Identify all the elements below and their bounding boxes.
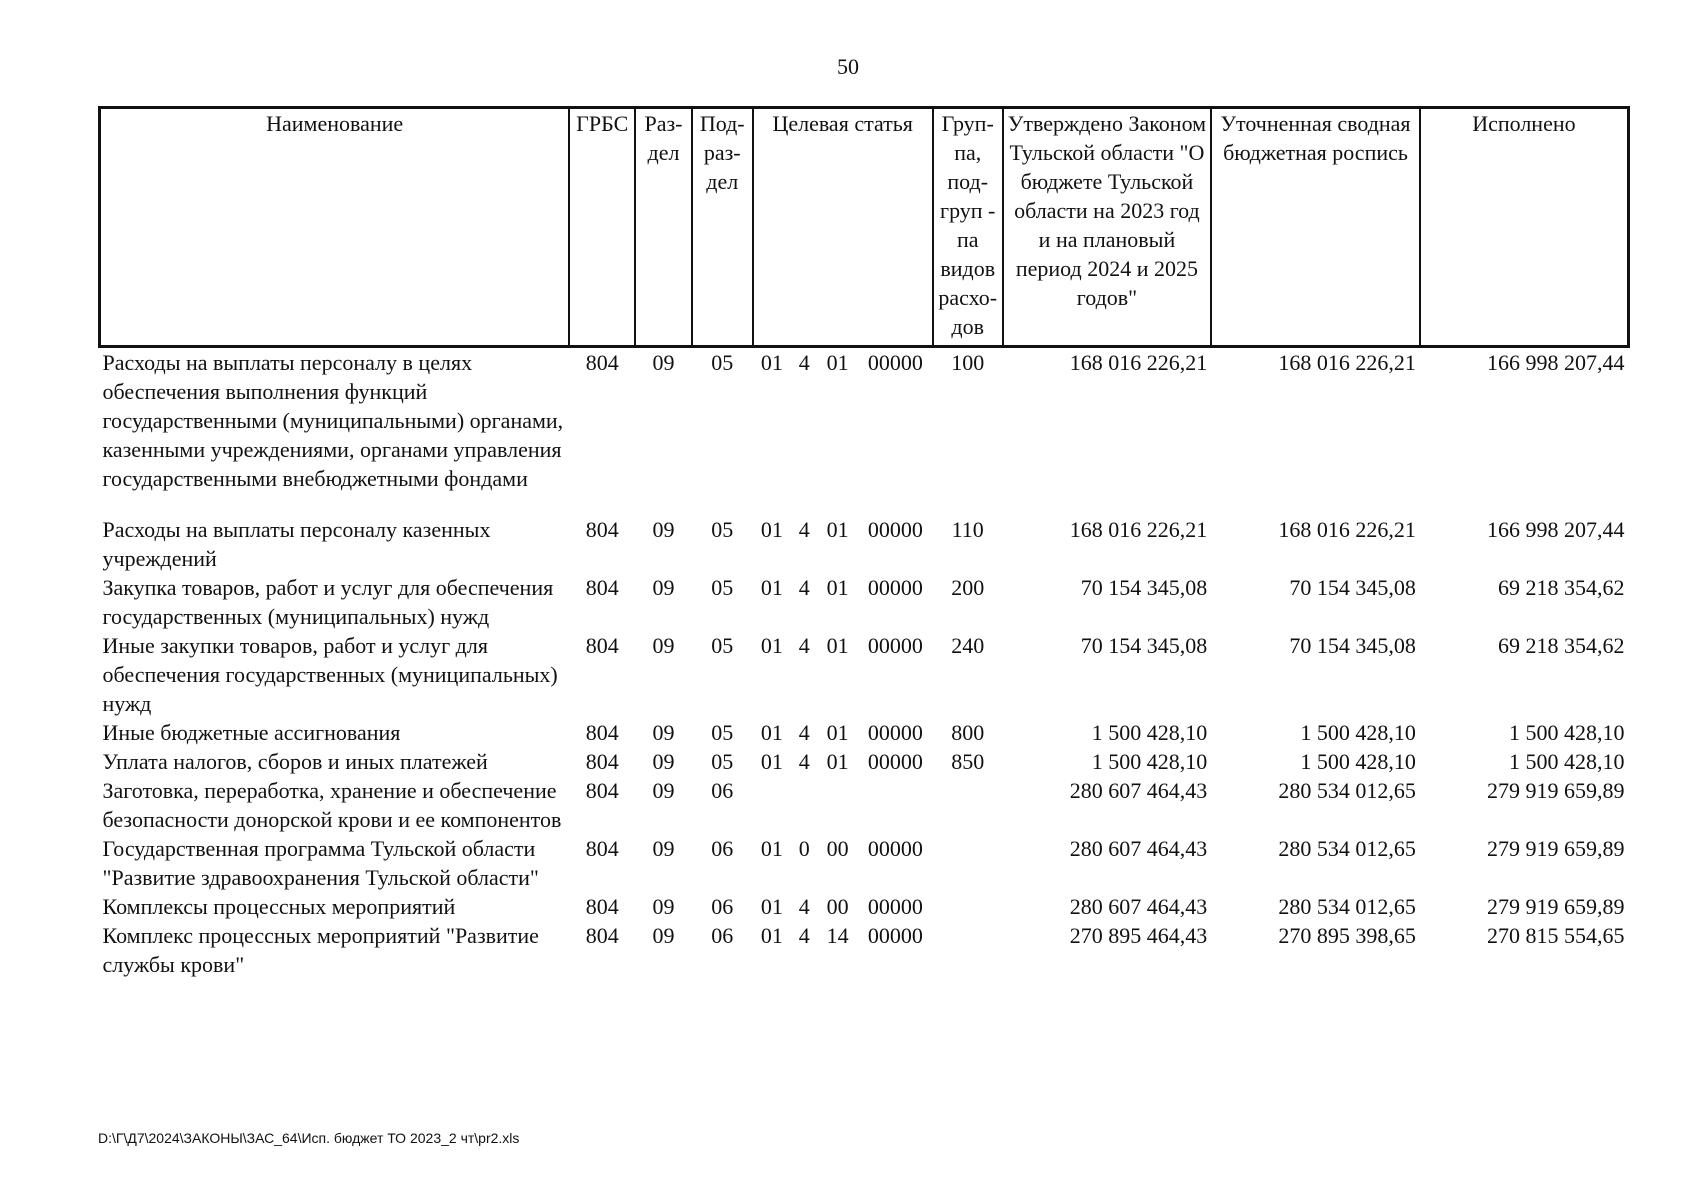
cell-group xyxy=(933,776,1003,834)
cell-razdel: 09 xyxy=(652,923,675,948)
cell-cs1: 01 xyxy=(760,894,783,919)
cell-name: Заготовка, переработка, хранение и обеспечение безопасности донорской крови и ее компонентов xyxy=(102,778,562,832)
cell-podrazdel: 06 xyxy=(711,836,734,861)
cell-cs3: 00 xyxy=(826,894,849,919)
cell-cs2: 4 xyxy=(798,517,810,542)
cell-cs4: 00000 xyxy=(867,517,923,542)
cell-name: Закупка товаров, работ и услуг для обеспечения государственных (муниципальных) нужд xyxy=(102,575,554,629)
header-razdel: Раз-дел xyxy=(635,108,692,347)
cell-podrazdel: 05 xyxy=(711,575,734,600)
cell-group: 110 xyxy=(951,517,984,542)
cell-executed: 166 998 207,44 xyxy=(1487,517,1625,542)
cell-group xyxy=(933,834,1003,892)
cell-executed: 270 815 554,65 xyxy=(1487,923,1625,948)
cell-approved: 70 154 345,08 xyxy=(1080,575,1208,600)
cell-podrazdel: 05 xyxy=(711,517,734,542)
cell-executed: 166 998 207,44 xyxy=(1487,350,1625,375)
cell-cs1: 01 xyxy=(760,633,783,658)
cell-podrazdel: 05 xyxy=(711,749,734,774)
cell-approved: 1 500 428,10 xyxy=(1091,720,1208,745)
cell-cs1: 01 xyxy=(760,350,783,375)
cell-executed: 279 919 659,89 xyxy=(1487,836,1625,861)
cell-executed: 69 218 354,62 xyxy=(1498,633,1625,658)
cell-grbs: 804 xyxy=(585,575,619,600)
cell-approved: 280 607 464,43 xyxy=(1069,836,1208,861)
cell-cs4: 00000 xyxy=(867,575,923,600)
cell-approved: 70 154 345,08 xyxy=(1080,633,1208,658)
cell-cs2: 0 xyxy=(798,836,810,861)
cell-cs4: 00000 xyxy=(867,633,923,658)
header-refined: Уточненная сводная бюджетная роспись xyxy=(1211,108,1420,347)
cell-cs2: 4 xyxy=(798,923,810,948)
cell-razdel: 09 xyxy=(652,778,675,803)
cell-cs2: 4 xyxy=(798,633,810,658)
cell-razdel: 09 xyxy=(652,894,675,919)
page-number: 50 xyxy=(837,54,859,79)
cell-podrazdel: 05 xyxy=(711,350,734,375)
table-body xyxy=(100,347,1629,980)
table-row xyxy=(100,347,1629,494)
cell-cs4: 00000 xyxy=(867,923,923,948)
cell-cs2: 4 xyxy=(798,720,810,745)
table-row xyxy=(100,515,1629,573)
cell-cs2: 4 xyxy=(798,575,810,600)
cell-podrazdel: 06 xyxy=(711,923,734,948)
cell-podrazdel: 05 xyxy=(711,633,734,658)
cell-approved: 168 016 226,21 xyxy=(1069,350,1208,375)
cell-refined: 70 154 345,08 xyxy=(1289,575,1416,600)
cell-cs4 xyxy=(858,776,933,834)
cell-cs1 xyxy=(753,776,791,834)
cell-name: Расходы на выплаты персоналу казенных учреждений xyxy=(102,517,491,571)
cell-name: Комплекс процессных мероприятий "Развитие службы крови" xyxy=(102,923,539,977)
cell-approved: 280 607 464,43 xyxy=(1069,778,1208,803)
cell-refined: 1 500 428,10 xyxy=(1300,749,1416,774)
cell-grbs: 804 xyxy=(585,350,619,375)
row-spacer xyxy=(100,493,1629,515)
header-executed: Исполнено xyxy=(1420,108,1629,347)
cell-group: 100 xyxy=(951,350,985,375)
cell-name: Иные закупки товаров, работ и услуг для обеспечения государственных (муниципальных) нужд xyxy=(102,633,558,716)
cell-refined: 270 895 398,65 xyxy=(1278,923,1416,948)
cell-approved: 270 895 464,43 xyxy=(1069,923,1208,948)
cell-cs1: 01 xyxy=(760,836,783,861)
cell-cs3: 01 xyxy=(826,575,849,600)
cell-group xyxy=(933,892,1003,921)
cell-name: Государственная программа Тульской области "Развитие здравоохранения Тульской области" xyxy=(102,836,539,890)
header-podrazdel: Под-раз-дел xyxy=(692,108,753,347)
header-grbs: ГРБС xyxy=(569,108,635,347)
table-row xyxy=(100,718,1629,747)
cell-grbs: 804 xyxy=(585,836,619,861)
cell-executed: 279 919 659,89 xyxy=(1487,894,1625,919)
cell-razdel: 09 xyxy=(652,749,675,774)
cell-refined: 168 016 226,21 xyxy=(1278,517,1416,542)
cell-cs2: 4 xyxy=(798,894,810,919)
cell-cs1: 01 xyxy=(760,517,783,542)
cell-refined: 168 016 226,21 xyxy=(1278,350,1416,375)
cell-cs4: 00000 xyxy=(867,749,923,774)
cell-cs2: 4 xyxy=(798,749,810,774)
header-name: Наименование xyxy=(100,108,570,347)
cell-podrazdel: 05 xyxy=(711,720,734,745)
cell-razdel: 09 xyxy=(652,575,675,600)
cell-group xyxy=(933,921,1003,979)
cell-cs3: 01 xyxy=(826,720,849,745)
cell-razdel: 09 xyxy=(652,350,675,375)
cell-cs2: 4 xyxy=(798,350,810,375)
cell-approved: 280 607 464,43 xyxy=(1069,894,1208,919)
cell-cs4: 00000 xyxy=(867,720,923,745)
cell-cs1: 01 xyxy=(760,749,783,774)
cell-razdel: 09 xyxy=(652,836,675,861)
cell-executed: 1 500 428,10 xyxy=(1509,720,1625,745)
cell-razdel: 09 xyxy=(652,633,675,658)
table-row xyxy=(100,573,1629,631)
cell-executed: 69 218 354,62 xyxy=(1498,575,1625,600)
cell-cs3: 14 xyxy=(826,923,849,948)
header-group: Груп-па, под-груп - па видов расхо-дов xyxy=(933,108,1003,347)
cell-cs4: 00000 xyxy=(867,836,923,861)
cell-cs3: 00 xyxy=(826,836,849,861)
table-row xyxy=(100,776,1629,834)
table-row xyxy=(100,892,1629,921)
cell-grbs: 804 xyxy=(585,923,619,948)
cell-approved: 168 016 226,21 xyxy=(1069,517,1208,542)
table-header-row xyxy=(100,108,1629,347)
cell-cs3: 01 xyxy=(826,633,849,658)
cell-name: Иные бюджетные ассигнования xyxy=(102,720,401,745)
cell-executed: 279 919 659,89 xyxy=(1487,778,1625,803)
cell-podrazdel: 06 xyxy=(711,778,734,803)
cell-cs1: 01 xyxy=(760,720,783,745)
header-target: Целевая статья xyxy=(753,108,933,347)
table-row xyxy=(100,631,1629,718)
cell-cs3: 01 xyxy=(826,517,849,542)
cell-name: Комплексы процессных мероприятий xyxy=(102,894,456,919)
cell-razdel: 09 xyxy=(652,720,675,745)
cell-cs3: 01 xyxy=(826,350,849,375)
cell-grbs: 804 xyxy=(585,633,619,658)
cell-group: 240 xyxy=(951,633,985,658)
cell-cs1: 01 xyxy=(760,575,783,600)
table-row xyxy=(100,834,1629,892)
cell-grbs: 804 xyxy=(585,517,619,542)
cell-cs4: 00000 xyxy=(867,894,923,919)
cell-refined: 280 534 012,65 xyxy=(1278,778,1416,803)
cell-cs1: 01 xyxy=(760,923,783,948)
cell-name: Уплата налогов, сборов и иных платежей xyxy=(102,749,488,774)
cell-cs3: 01 xyxy=(826,749,849,774)
cell-group: 800 xyxy=(951,720,985,745)
cell-refined: 280 534 012,65 xyxy=(1278,836,1416,861)
cell-razdel: 09 xyxy=(652,517,675,542)
cell-cs3 xyxy=(817,776,858,834)
spacer-cell xyxy=(100,493,1629,515)
cell-grbs: 804 xyxy=(585,720,619,745)
cell-executed: 1 500 428,10 xyxy=(1509,749,1625,774)
footer-file-path: D:\Г\Д7\2024\ЗАКОНЫ\ЗАС_64\Исп. бюджет ТО 2023_2 чт\pr2.xls xyxy=(98,1130,520,1146)
cell-name: Расходы на выплаты персоналу в целях обеспечения выполнения функций государственными (муниципальными) органами, казенными учреждениями, органами управления государственными внебюджетными фондами xyxy=(102,350,564,491)
budget-table xyxy=(98,106,1630,979)
cell-grbs: 804 xyxy=(585,778,619,803)
cell-group: 850 xyxy=(951,749,985,774)
cell-cs4: 00000 xyxy=(867,350,923,375)
cell-cs2 xyxy=(791,776,817,834)
cell-refined: 1 500 428,10 xyxy=(1300,720,1416,745)
cell-grbs: 804 xyxy=(585,749,619,774)
cell-podrazdel: 06 xyxy=(711,894,734,919)
cell-refined: 70 154 345,08 xyxy=(1289,633,1416,658)
cell-group: 200 xyxy=(951,575,985,600)
cell-refined: 280 534 012,65 xyxy=(1278,894,1416,919)
header-approved: Утверждено Законом Тульской области "О бюджете Тульской области на 2023 год и на плановый период 2024 и 2025 годов" xyxy=(1003,108,1212,347)
cell-grbs: 804 xyxy=(585,894,619,919)
table-row xyxy=(100,921,1629,979)
cell-approved: 1 500 428,10 xyxy=(1091,749,1208,774)
table-row xyxy=(100,747,1629,776)
